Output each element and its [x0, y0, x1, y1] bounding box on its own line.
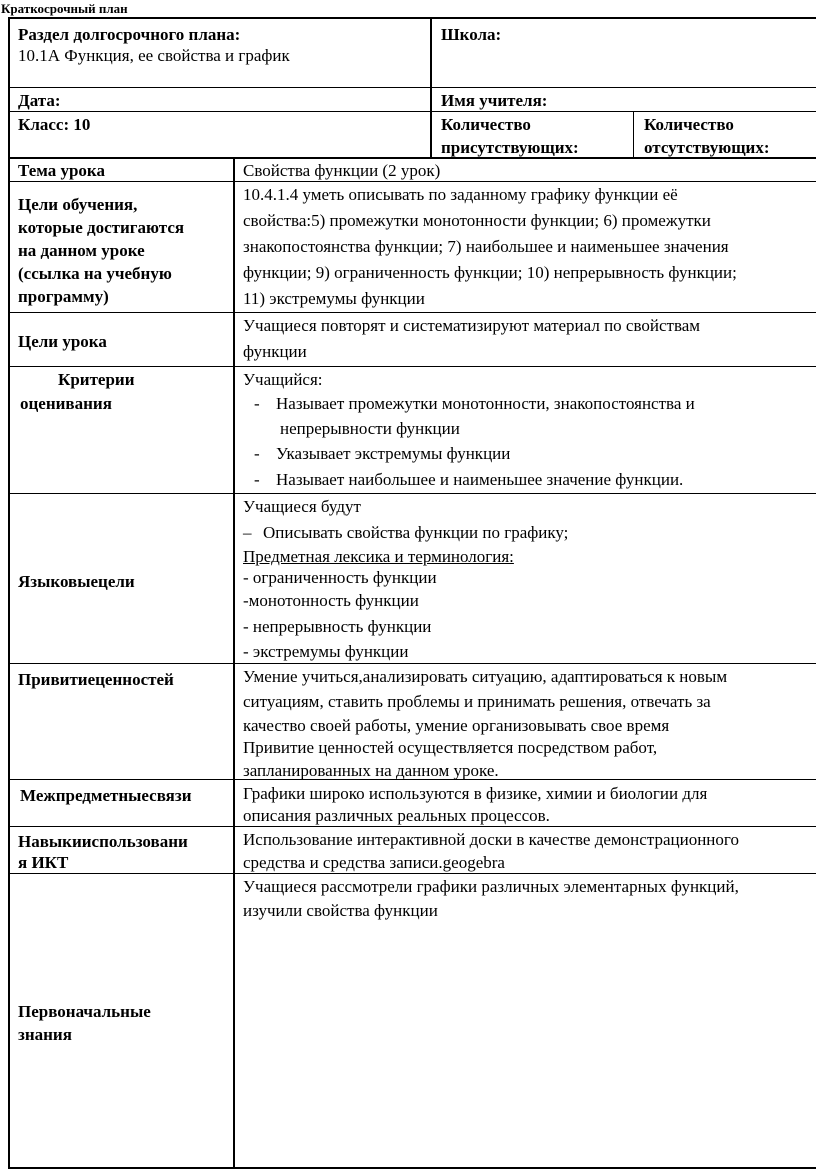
learning-goals-text: 10.4.1.4 уметь описывать по заданному графику функции её: [243, 185, 678, 204]
absent-count-label: Количество: [644, 115, 734, 134]
language-goals-label: Языковыецели: [18, 572, 135, 591]
values-text: Умение учиться,анализировать ситуацию, адаптироваться к новым: [243, 667, 728, 686]
class-label: Класс: 10: [18, 115, 91, 134]
prior-knowledge-label: Первоначальные: [18, 1002, 151, 1021]
present-count-label: присутствующих:: [441, 138, 579, 157]
learning-goals-label: (ссылка на учебную: [18, 264, 172, 283]
values-text: качество своей работы, умение организовывать свое время: [243, 716, 670, 735]
values-text: ситуациям, ставить проблемы и принимать решения, отвечать за: [243, 692, 711, 711]
values-text: Привитие ценностей осуществляется посредством работ,: [243, 738, 658, 757]
criteria-item-continuation: непрерывности функции: [280, 419, 460, 438]
prior-knowledge-label: знания: [18, 1025, 72, 1044]
row-divider: [8, 87, 816, 88]
learning-goals-text: свойства:5) промежутки монотонности функции; 6) промежутки: [243, 211, 711, 230]
vocabulary-heading: Предметная лексика и терминология:: [243, 547, 514, 566]
ict-label: я ИКТ: [18, 853, 69, 872]
ict-text: Использование интерактивной доски в качестве демонстрационного: [243, 830, 739, 849]
section-value: 10.1А Функция, ее свойства и график: [18, 46, 290, 65]
column-divider: [430, 17, 432, 157]
ict-label: Навыкииспользовани: [18, 832, 188, 851]
date-label: Дата:: [18, 91, 61, 110]
row-divider: [8, 493, 816, 494]
learning-goals-text: функции; 9) ограниченность функции; 10) непрерывность функции;: [243, 263, 737, 282]
topic-value: Свойства функции (2 урок): [243, 161, 441, 180]
prior-knowledge-text: изучили свойства функции: [243, 901, 438, 920]
values-label: Привитиеценностей: [18, 670, 174, 689]
absent-count-label: отсутствующих:: [644, 138, 770, 157]
bullet: -: [254, 470, 260, 489]
learning-goals-label: на данном уроке: [18, 241, 145, 260]
criteria-item: [254, 467, 683, 492]
criteria-item-text: Называет наибольшее и наименьшее значение функции.: [276, 470, 684, 489]
criteria-intro: Учащийся:: [243, 370, 323, 389]
criteria-item-text: Указывает экстремумы функции: [276, 444, 511, 463]
bullet: –: [243, 523, 252, 542]
cross-subject-text: описания различных реальных процессов.: [243, 806, 550, 825]
lesson-goals-text: функции: [243, 342, 307, 361]
learning-goals-text: 11) экстремумы функции: [243, 289, 425, 308]
ict-text: средства и средства записи.geogebra: [243, 853, 505, 872]
lesson-goals-label: Цели урока: [18, 332, 107, 351]
document-title: Краткосрочный план: [1, 1, 128, 16]
bullet: -: [254, 444, 260, 463]
prior-knowledge-text: Учащиеся рассмотрели графики различных элементарных функций,: [243, 877, 739, 896]
column-divider: [633, 111, 634, 157]
vocabulary-item: - экстремумы функции: [243, 642, 409, 661]
section-label: Раздел долгосрочного плана:: [18, 25, 241, 44]
cross-subject-text: Графики широко используются в физике, химии и биологии для: [243, 784, 708, 803]
column-divider: [233, 157, 235, 1169]
bullet: -: [254, 394, 260, 413]
values-text: запланированных на данном уроке.: [243, 761, 499, 780]
criteria-label: Критерии: [58, 370, 135, 389]
lesson-goals-text: Учащиеся повторят и систематизируют материал по свойствам: [243, 316, 701, 335]
vocabulary-item: - ограниченность функции: [243, 568, 437, 587]
cross-subject-label: Межпредметныесвязи: [20, 786, 192, 805]
criteria-label: оценивания: [20, 394, 112, 413]
learning-goals-label: Цели обучения,: [18, 195, 138, 214]
present-count-label: Количество: [441, 115, 531, 134]
topic-label: Тема урока: [18, 161, 105, 180]
criteria-item: [254, 441, 510, 466]
language-task-text: Описывать свойства функции по графику;: [263, 523, 569, 542]
language-intro: Учащиеся будут: [243, 497, 361, 516]
criteria-item: [254, 391, 695, 416]
learning-goals-text: знакопостоянства функции; 7) наибольшее и наименьшее значения: [243, 237, 729, 256]
criteria-item-text: Называет промежутки монотонности, знакопостоянства и: [276, 394, 695, 413]
school-label: Школа:: [441, 25, 502, 44]
teacher-label: Имя учителя:: [441, 91, 548, 110]
learning-goals-label: которые достигаются: [18, 218, 185, 237]
learning-goals-label: программу): [18, 287, 109, 306]
vocabulary-item: - непрерывность функции: [243, 617, 432, 636]
vocabulary-item: -монотонность функции: [243, 591, 419, 610]
language-task: [243, 520, 568, 545]
